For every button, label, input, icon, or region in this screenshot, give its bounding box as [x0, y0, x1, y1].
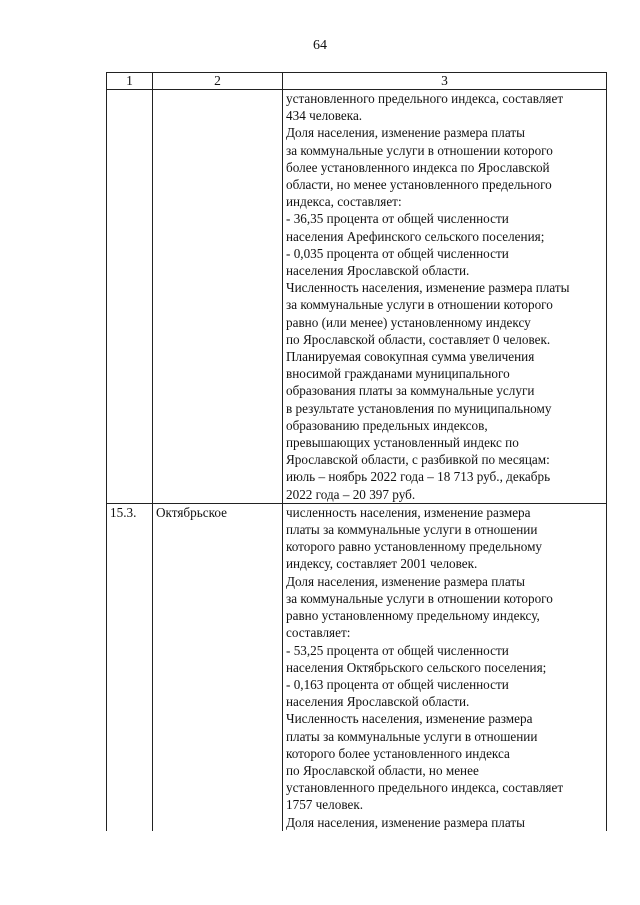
text-line: Планируемая совокупная сумма увеличения [286, 349, 535, 365]
table-header [107, 73, 607, 90]
description-text [286, 90, 603, 503]
text-line: Доля населения, изменение размера платы [286, 814, 525, 830]
text-line: Доля населения, изменение размера платы [286, 125, 525, 141]
text-line: равно установленному предельному индексу, [286, 608, 540, 624]
text-line: области, но менее установленного предельного [286, 177, 552, 193]
text-line: населения Ярославской области. [286, 263, 470, 279]
text-line: - 53,25 процента от общей численности [286, 642, 509, 658]
column-header-1: 1 [107, 73, 153, 90]
text-line: платы за коммунальные услуги в отношении [286, 728, 538, 744]
text-line: 1757 человек. [286, 797, 364, 813]
table-header-row [107, 73, 607, 90]
text-line: за коммунальные услуги в отношении которого [286, 297, 553, 313]
text-line: населения Октябрьского сельского поселения; [286, 659, 547, 675]
text-line: равно (или менее) установленному индексу [286, 314, 531, 330]
text-line: которого более установленного индекса [286, 745, 510, 761]
text-line: Численность населения, изменение размера платы [286, 280, 570, 296]
municipality-name-cell: Октябрьское [153, 503, 283, 830]
page-number: 64 [313, 38, 327, 53]
text-line: вносимой гражданами муниципального [286, 366, 510, 382]
text-line: образованию предельных индексов, [286, 417, 488, 433]
description-cell [283, 90, 607, 504]
text-line: составляет: [286, 625, 351, 641]
text-line: по Ярославской области, но менее [286, 762, 479, 778]
document-table [106, 72, 607, 831]
text-line: установленного предельного индекса, составляет [286, 91, 564, 106]
text-line: образования платы за коммунальные услуги [286, 383, 535, 399]
description-cell [283, 503, 607, 830]
text-line: 434 человека. [286, 108, 363, 124]
text-line: населения Арефинского сельского поселения; [286, 228, 545, 244]
text-line: более установленного индекса по Ярославской [286, 159, 550, 175]
text-line: Численность населения, изменение размера [286, 711, 533, 727]
text-line: платы за коммунальные услуги в отношении [286, 522, 538, 538]
text-line: индексу, составляет 2001 человек. [286, 556, 478, 572]
description-text [286, 504, 603, 831]
text-line: в результате установления по муниципальному [286, 400, 552, 416]
column-header-2: 2 [153, 73, 283, 90]
text-line: - 0,163 процента от общей численности [286, 676, 509, 692]
text-line: Ярославской области, с разбивкой по месяцам: [286, 452, 550, 468]
row-number-cell [107, 90, 153, 504]
text-line: за коммунальные услуги в отношении которого [286, 590, 553, 606]
row-number-cell: 15.3. [107, 503, 153, 830]
text-line: за коммунальные услуги в отношении которого [286, 142, 553, 158]
text-line: 2022 года – 20 397 руб. [286, 486, 416, 502]
table-row [107, 503, 607, 830]
table-row [107, 90, 607, 504]
text-line: которого равно установленному предельному [286, 539, 543, 555]
text-line: - 0,035 процента от общей численности [286, 245, 509, 261]
text-line: по Ярославской области, составляет 0 человек. [286, 331, 551, 347]
text-line: установленного предельного индекса, составляет [286, 780, 564, 796]
text-line: населения Ярославской области. [286, 694, 470, 710]
text-line: превышающих установленный индекс по [286, 435, 519, 451]
text-line: июль – ноябрь 2022 года – 18 713 руб., декабрь [286, 469, 551, 485]
text-line: численность населения, изменение размера [286, 504, 531, 520]
text-line: индекса, составляет: [286, 194, 402, 210]
column-header-3: 3 [283, 73, 607, 90]
text-line: Доля населения, изменение размера платы [286, 573, 525, 589]
municipality-name-cell [153, 90, 283, 504]
text-line: - 36,35 процента от общей численности [286, 211, 509, 227]
